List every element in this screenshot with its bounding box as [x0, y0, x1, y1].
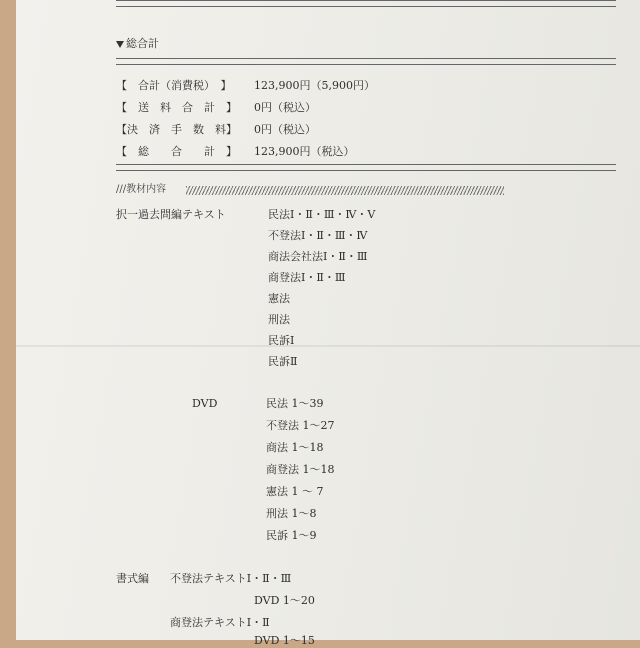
- summary-label-0: 【 合計（消費税） 】: [116, 79, 232, 92]
- dvd-item-5: 刑法 1～8: [266, 507, 317, 520]
- summary-value-3: 123,900円（税込）: [254, 145, 355, 158]
- text-item-7: 民訴Ⅱ: [268, 355, 298, 368]
- format-item-3: DVD 1～15: [254, 634, 315, 647]
- section-title-text: 総合計: [126, 37, 159, 50]
- dvd-item-3: 商登法 1～18: [266, 463, 335, 476]
- text-item-6: 民訴Ⅰ: [268, 334, 295, 347]
- format-label: 書式編: [116, 572, 149, 585]
- document-page: [16, 0, 640, 647]
- separator-2: [116, 164, 616, 171]
- paper-fold: [16, 345, 640, 347]
- triangle-down-icon: [116, 41, 124, 48]
- text-item-0: 民法Ⅰ・Ⅱ・Ⅲ・Ⅳ・Ⅴ: [268, 208, 376, 221]
- hatch-line: [186, 186, 504, 195]
- format-item-1: DVD 1～20: [254, 594, 315, 607]
- materials-heading: ///教材内容: [116, 184, 167, 195]
- format-item-2: 商登法テキストⅠ・Ⅱ: [170, 616, 270, 629]
- text-item-1: 不登法Ⅰ・Ⅱ・Ⅲ・Ⅳ: [268, 229, 368, 242]
- summary-label-2: 【決 済 手 数 料】: [116, 123, 237, 136]
- separator-1: [116, 58, 616, 65]
- format-item-0: 不登法テキストⅠ・Ⅱ・Ⅲ: [170, 572, 292, 585]
- text-item-2: 商法会社法Ⅰ・Ⅱ・Ⅲ: [268, 250, 368, 263]
- text-item-5: 刑法: [268, 313, 290, 326]
- dvd-item-1: 不登法 1～27: [266, 419, 335, 432]
- summary-value-1: 0円（税込）: [254, 101, 316, 114]
- text-item-4: 憲法: [268, 292, 290, 305]
- separator-top: [116, 0, 616, 7]
- dvd-item-0: 民法 1～39: [266, 397, 324, 410]
- dvd-item-4: 憲法 1 ～ 7: [266, 485, 324, 498]
- dvd-label: DVD: [192, 397, 218, 410]
- select-label: 択一過去問編テキスト: [116, 208, 226, 221]
- text-item-3: 商登法Ⅰ・Ⅱ・Ⅲ: [268, 271, 346, 284]
- dvd-item-6: 民訴 1～9: [266, 529, 317, 542]
- summary-label-3: 【 総 合 計 】: [116, 145, 237, 158]
- section-title: [116, 37, 159, 51]
- summary-value-2: 0円（税込）: [254, 123, 316, 136]
- dvd-item-2: 商法 1～18: [266, 441, 324, 454]
- summary-value-0: 123,900円（5,900円）: [254, 79, 375, 92]
- summary-label-1: 【 送 料 合 計 】: [116, 101, 237, 114]
